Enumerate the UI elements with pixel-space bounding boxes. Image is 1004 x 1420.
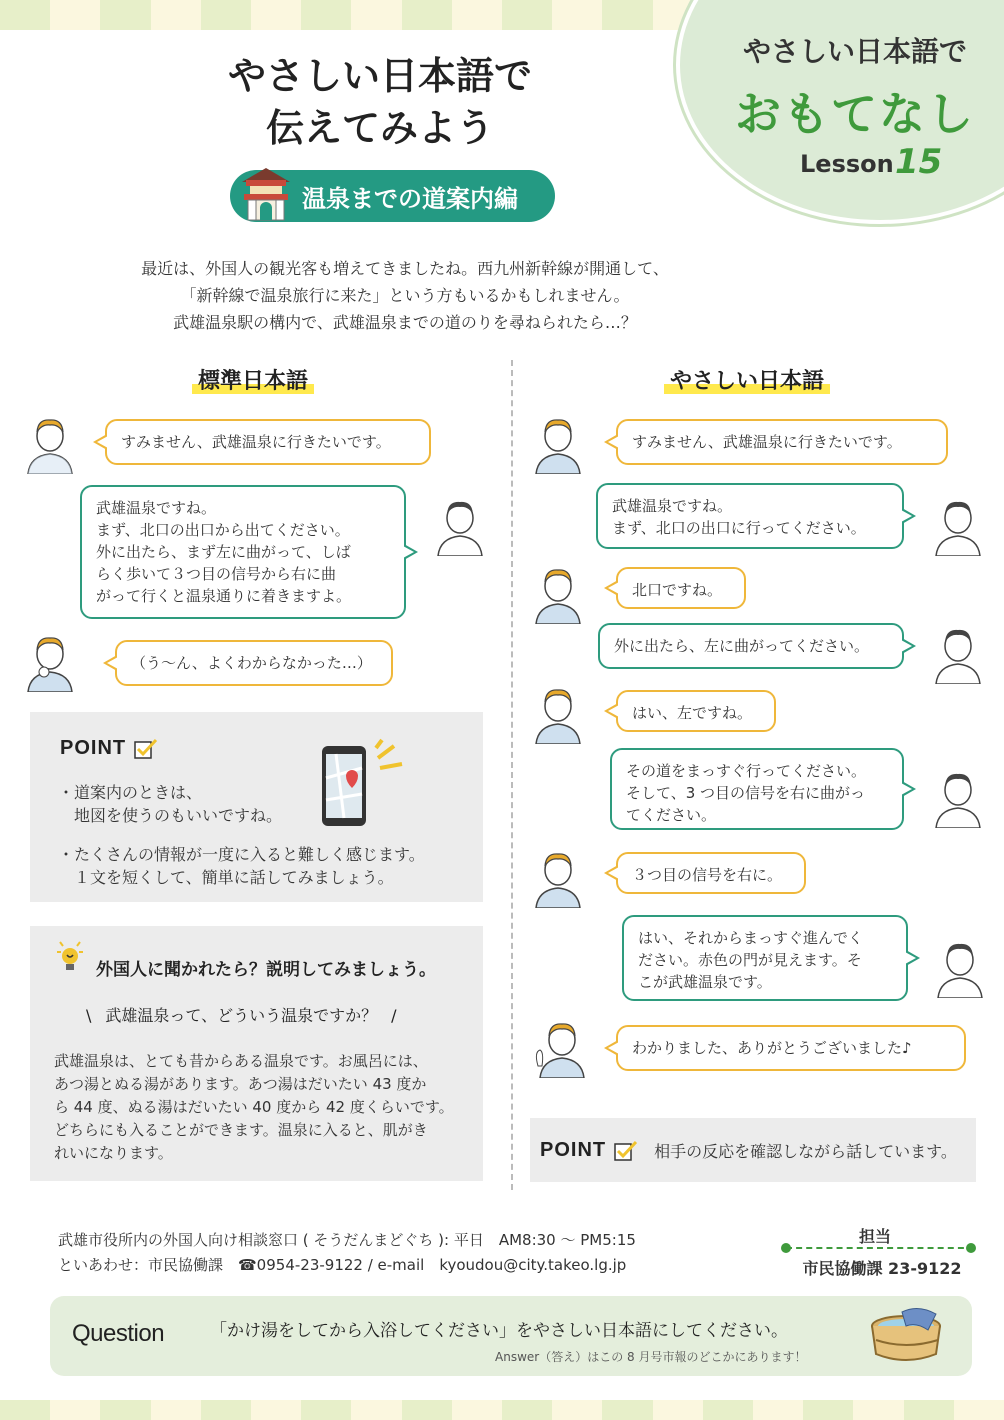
- right-bubble-4: 外に出たら、左に曲がってください。: [598, 623, 904, 669]
- bottom-stripe: [0, 1400, 1004, 1420]
- right-heading: やさしい日本語: [664, 369, 830, 394]
- left-heading: 標準日本語: [192, 369, 314, 394]
- tanto-dot-right: [966, 1243, 976, 1253]
- tanto-value: 市民協働課 23-9122: [802, 1259, 962, 1278]
- contact-info: 武雄市役所内の外国人向け相談窓口 ( そうだんまどぐち ): 平日 AM8:30 ～ PM5:15 といあわせ：市民協働課 ☎0954-23-9122 / e-mail kyoudou@city.takeo.lg.jp: [58, 1231, 636, 1274]
- right-bubble-6: その道をまっすぐ行ってください。 そして、3 つ目の信号を右に曲がっ てください。: [610, 748, 904, 830]
- badge-lesson-label: Lesson: [800, 150, 894, 178]
- right-bubble-7: ３つ目の信号を右に。: [616, 852, 806, 894]
- badge-lesson-number: 15: [895, 142, 943, 182]
- explain-heading: 外国人に聞かれたら？説明してみましょう。: [96, 960, 436, 980]
- left-bubble-3: （う～ん、よくわからなかった…）: [115, 640, 393, 686]
- guide-avatar: [932, 936, 988, 998]
- badge-title: やさしい日本語で: [742, 35, 967, 68]
- badge-main: おもてなし: [735, 87, 975, 141]
- tanto-divider: [786, 1247, 974, 1249]
- explain-body: 武雄温泉は、とても昔からある温泉です。お風呂には、 あつ湯とぬる湯があります。あつ湯はだいたい 43 度か ら 44 度、ぬる湯はだいたい 40 度から 42 度くらいです。 どちらにも入ることができます。温泉に入ると、肌がき れいになります。: [54, 1052, 454, 1162]
- explain-question: \ 武雄温泉って、どういう温泉ですか？ /: [86, 1006, 397, 1025]
- left-point-item-2: ・たくさんの情報が一度に入ると難しく感じます。 １文を短くして、簡単に話してみましょう。: [58, 845, 425, 887]
- question-answer-note: Answer（答え）はこの 8 月号市報のどこかにあります！: [495, 1350, 807, 1364]
- left-point-header: POINT: [60, 737, 158, 760]
- temple-gate-icon: [238, 164, 294, 224]
- smartphone-map-icon: [316, 738, 408, 828]
- lightbulb-icon: [56, 940, 84, 976]
- tourist-thanks-avatar: [532, 1016, 588, 1078]
- checkbox-icon: [134, 738, 158, 760]
- right-bubble-9: わかりました、ありがとうございました♪: [616, 1025, 966, 1071]
- guide-avatar: [432, 494, 488, 556]
- tourist-avatar: [530, 562, 586, 624]
- tourist-avatar: [530, 846, 586, 908]
- question-label: Question: [72, 1320, 165, 1347]
- question-text: 「かけ湯をしてから入浴してください」をやさしい日本語にしてください。: [210, 1321, 788, 1341]
- right-heading-wrap: [664, 364, 830, 395]
- right-bubble-5: はい、左ですね。: [616, 690, 776, 732]
- left-bubble-2: 武雄温泉ですね。 まず、北口の出口から出てください。 外に出たら、まず左に曲がって、しば らく歩いて３つ目の信号から右に曲 がって行くと温泉通りに着きますよ。: [80, 485, 406, 619]
- column-divider: [511, 360, 513, 1190]
- guide-avatar: [930, 766, 986, 828]
- right-point-text: 相手の反応を確認しながら話しています。: [654, 1142, 957, 1161]
- checkbox-icon: [614, 1140, 638, 1162]
- left-point-item-1: ・道案内のときは、 地図を使うのもいいですね。: [58, 783, 283, 825]
- subtitle-pill: 温泉までの道案内編: [230, 170, 555, 222]
- right-bubble-2: 武雄温泉ですね。 まず、北口の出口に行ってください。: [596, 483, 904, 549]
- right-point-row: POINT 相手の反応を確認しながら話しています。: [540, 1139, 957, 1161]
- page-title: やさしい日本語で 伝えてみよう: [227, 54, 532, 150]
- tourist-avatar: [530, 682, 586, 744]
- left-heading-wrap: [192, 364, 314, 395]
- guide-avatar: [930, 622, 986, 684]
- tanto-dot-left: [781, 1243, 791, 1253]
- left-bubble-1: すみません、武雄温泉に行きたいです。: [105, 419, 431, 465]
- tanto-label: 担当: [858, 1227, 891, 1246]
- right-bubble-8: はい、それからまっすぐ進んでく ださい。赤色の門が見えます。そ こが武雄温泉です。: [622, 915, 908, 1001]
- tourist-avatar: [22, 412, 78, 474]
- right-bubble-1: すみません、武雄温泉に行きたいです。: [616, 419, 948, 465]
- intro-text: 最近は、外国人の観光客も増えてきましたね。西九州新幹線が開通して、 「新幹線で温泉旅行に来た」という方もいるかもしれません。 武雄温泉駅の構内で、武雄温泉までの道のりを尋ねられたら…？: [141, 259, 669, 332]
- bath-bucket-icon: [866, 1304, 948, 1366]
- tourist-confused-avatar: [22, 630, 78, 692]
- tourist-avatar: [530, 412, 586, 474]
- guide-avatar: [930, 494, 986, 556]
- right-bubble-3: 北口ですね。: [616, 567, 746, 609]
